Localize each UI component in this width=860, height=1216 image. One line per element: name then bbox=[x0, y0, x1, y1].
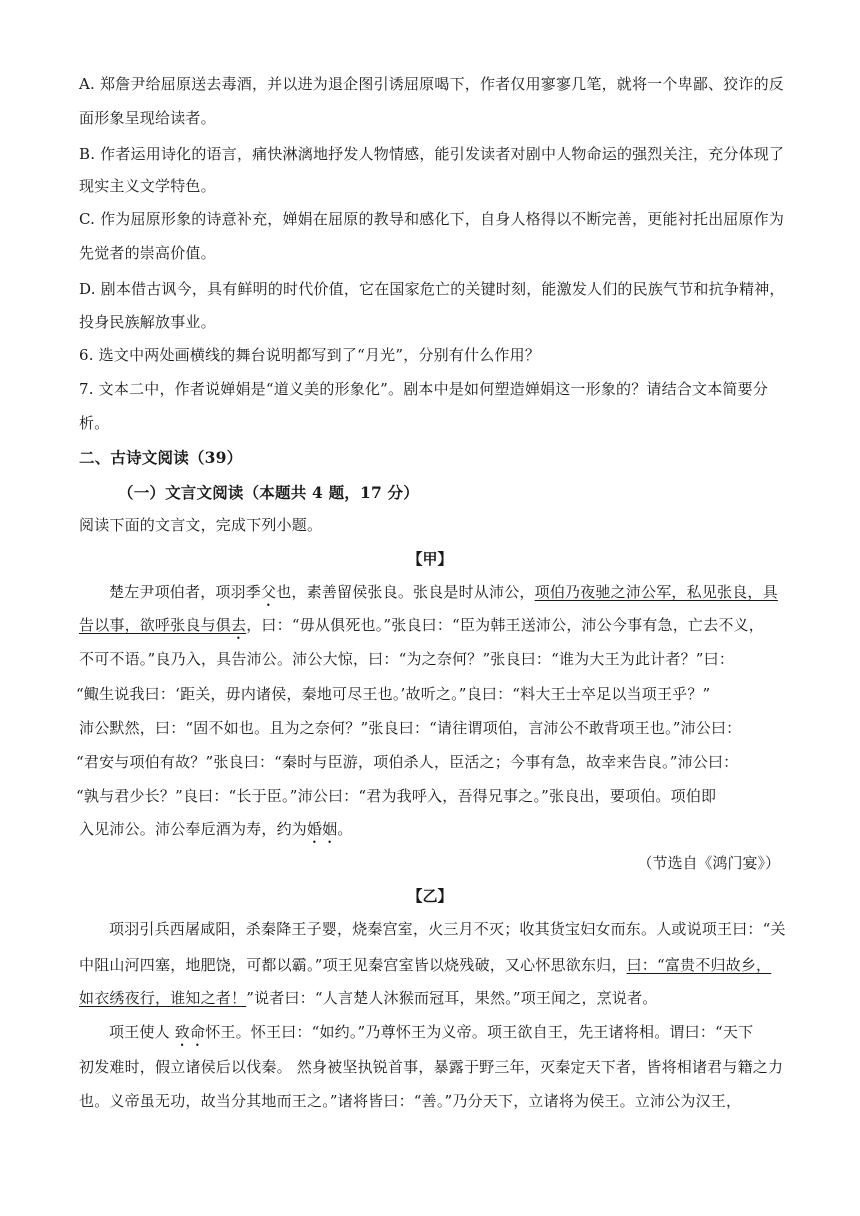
yi-line-3 bbox=[79, 987, 658, 1008]
jia-line-6: “君安与项伯有故？”张良曰：“秦时与臣游，项伯杀人，臣活之；今事有急，故幸来告良。”沛公曰： bbox=[76, 753, 739, 771]
jia-text: 入见沛公。沛公奉卮酒为寿，约为 bbox=[79, 820, 308, 838]
section-2-subtitle: （一）文言文阅读（本题共 4 题，17 分） bbox=[118, 483, 419, 502]
jia-source: （节选自《鸿门宴》） bbox=[637, 854, 780, 872]
jia-text: 。 bbox=[337, 820, 353, 838]
passage-jia-label: 【甲】 bbox=[407, 550, 453, 568]
jia-line-8 bbox=[79, 818, 353, 847]
option-d-line-1: D. 剧本借古讽今，具有鲜明的时代价值，它在国家危亡的关键时刻，能激发人们的民族气节和抗争精神， bbox=[79, 280, 785, 298]
section-2-instruction: 阅读下面的文言文，完成下列小题。 bbox=[79, 516, 323, 534]
option-c-line-1: C. 作为屈原形象的诗意补充，婵娟在屈原的教导和感化下，自身人格得以不断完善，更能衬托出屈原作为 bbox=[79, 210, 785, 228]
question-7-line-1: 7. 文本二中，作者说婵娟是“道义美的形象化”。剧本中是如何塑造婵娟这一形象的？请结合文本简要分 bbox=[79, 380, 769, 398]
yi-text: ”说者曰：“人言楚人沐猴而冠耳，果然。”项王闻之，烹说者。 bbox=[246, 989, 658, 1007]
jia-line-7: “孰与君少长？”良曰：“长于臣。”沛公曰：“君为我呼入，吾得兄事之。”张良出，要项伯。项伯即 bbox=[76, 787, 717, 805]
yi-text: 项王使人 bbox=[109, 1023, 175, 1041]
jia-text: 楚左尹项伯者，项羽季 bbox=[109, 583, 262, 601]
jia-underlined-sentence: 告以事，欲呼张良与俱 bbox=[79, 616, 232, 634]
yi-underlined-sentence: 如衣绣夜行，谁知之者！ bbox=[79, 989, 247, 1007]
yi-line-2 bbox=[79, 954, 771, 975]
jia-line-3: 不可不语。”良乃入，具告沛公。沛公大惊，曰：“为之奈何？”张良曰：“谁为大王为此计者？”曰： bbox=[79, 650, 735, 668]
option-b-line-2: 现实主义文学特色。 bbox=[79, 177, 216, 195]
yi-line-6: 也。义帝虽无功，故当分其地而王之。”诸将皆曰：“善。”乃分天下，立诸将为侯王。立沛公为汉王， bbox=[79, 1092, 742, 1110]
jia-dotted-word: 父 bbox=[261, 583, 277, 601]
jia-underlined-sentence: 项伯乃夜驰之沛公军，私见张良，具 bbox=[534, 583, 778, 601]
option-d-line-2: 投身民族解放事业。 bbox=[79, 313, 216, 331]
jia-line-1 bbox=[109, 581, 778, 610]
jia-line-2 bbox=[79, 614, 764, 643]
question-7-line-2: 析。 bbox=[79, 414, 110, 432]
yi-dotted-word: 致命 bbox=[174, 1023, 206, 1041]
jia-dotted-word: 婚姻 bbox=[307, 820, 338, 838]
yi-text: 怀王。怀王曰：“如约。”乃尊怀王为义帝。项王欲自王，先王诸将相。谓曰：“天下 bbox=[205, 1023, 754, 1041]
jia-text: ，曰：“毋从俱死也。”张良曰：“臣为韩王送沛公，沛公今事有急，亡去不义， bbox=[246, 616, 764, 634]
yi-text: 中阻山河四塞，地肥饶，可都以霸。”项王见秦宫室皆以烧残破，又心怀思欲东归， bbox=[79, 956, 627, 974]
yi-underlined-sentence: 曰：“富贵不归故乡， bbox=[626, 956, 772, 974]
passage-yi-label: 【乙】 bbox=[407, 887, 453, 905]
option-b-line-1: B. 作者运用诗化的语言，痛快淋漓地抒发人物情感，能引发读者对剧中人物命运的强烈关注，充分体现了 bbox=[79, 145, 785, 163]
question-6: 6. 选文中两处画横线的舞台说明都写到了“月光”，分别有什么作用？ bbox=[79, 346, 541, 364]
jia-line-5: 沛公默然，曰：“固不如也。且为之奈何？”张良曰：“请往谓项伯，言沛公不敢背项王也。”沛公曰： bbox=[79, 719, 742, 737]
option-c-line-2: 先觉者的崇高价值。 bbox=[79, 244, 216, 262]
jia-text: 也，素善留侯张良。张良是时从沛公， bbox=[276, 583, 535, 601]
yi-line-5: 初发难时，假立诸侯后以伐秦。 然身被坚执锐首事，暴露于野三年，灭秦定天下者，皆将相诸君与籍之力 bbox=[79, 1058, 784, 1076]
jia-dotted-word: 去 bbox=[231, 616, 247, 634]
section-2-title: 二、古诗文阅读（39） bbox=[79, 448, 243, 467]
jia-line-4: “鲰生说我曰：‘距关，毋内诸侯，秦地可尽王也。’故听之。”良曰：“料大王士卒足以当项王乎？” bbox=[76, 685, 711, 703]
option-a-line-2: 面形象呈现给读者。 bbox=[79, 109, 216, 127]
yi-line-1: 项羽引兵西屠咸阳，杀秦降王子婴，烧秦宫室，火三月不灭；收其货宝妇女而东。人或说项王曰：“关 bbox=[109, 920, 786, 938]
option-a-line-1: A. 郑詹尹给屈原送去毒酒，并以进为退企图引诱屈原喝下，作者仅用寥寥几笔，就将一个卑鄙、狡诈的反 bbox=[79, 75, 784, 93]
yi-line-4 bbox=[109, 1021, 753, 1050]
